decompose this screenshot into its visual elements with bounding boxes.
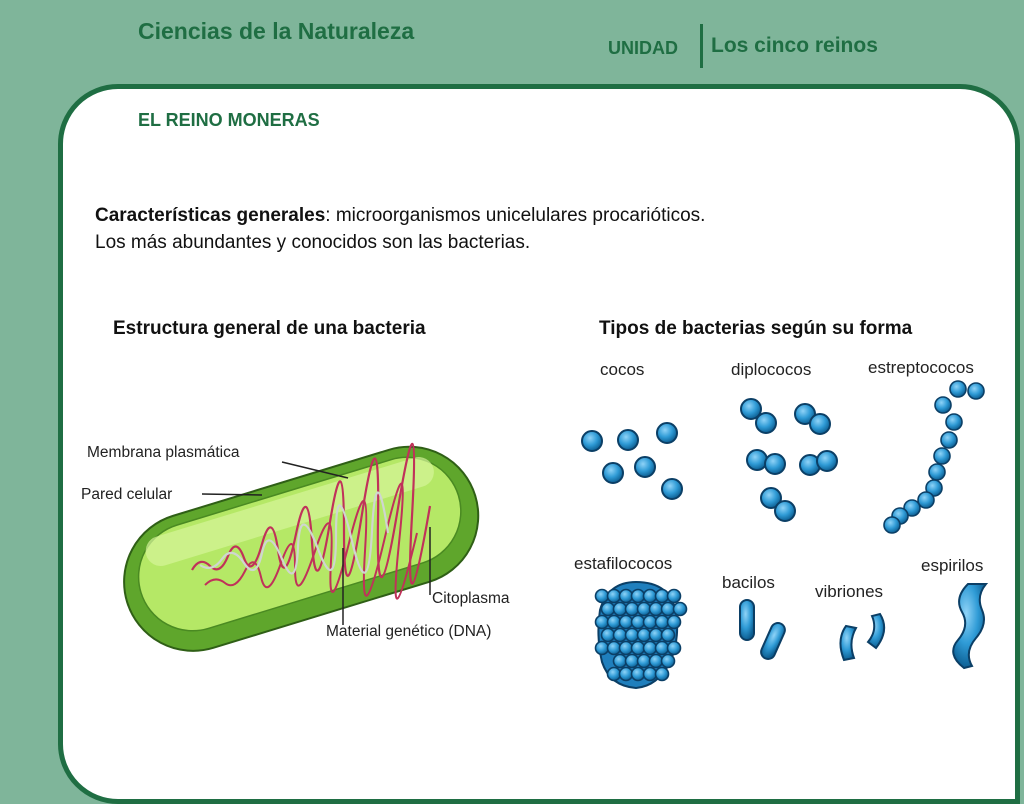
coccus-cell [644,642,657,655]
label-diplococos: diplococos [731,360,812,379]
label-cytoplasm: Citoplasma [432,590,510,607]
coccus-cell [608,668,621,681]
coccus-cell [638,603,651,616]
course-title: Ciencias de la Naturaleza [138,18,415,44]
coccus-cell [650,603,663,616]
coccus-cell [662,655,675,668]
coccus-cell [632,642,645,655]
coccus-cell [608,616,621,629]
intro-bold-lead: Características generales [95,205,326,226]
coccus-cell [656,590,669,603]
coccus-cell [608,642,621,655]
label-vibriones: vibriones [815,582,884,601]
coccus-cell [632,668,645,681]
bacilos-shapes [740,600,787,661]
coccus-cell [968,383,984,399]
coccus-cell [650,655,663,668]
coccus-cell [934,448,950,464]
unit-label: UNIDAD [608,38,678,58]
coccus-cell [644,668,657,681]
coccus-cell [650,629,663,642]
coccus-cell [638,629,651,642]
intro-line-2: Los más abundantes y conocidos son las bacterias. [95,232,531,253]
label-membrane: Membrana plasmática [87,444,240,461]
label-dna: Material genético (DNA) [326,623,492,640]
coccus-cell [668,616,681,629]
coccus-cell [950,381,966,397]
cocos-shapes [582,423,682,499]
coccus-cell [644,590,657,603]
section-title: EL REINO MONERAS [138,110,320,130]
espirilos-shapes [953,584,986,668]
label-cocos: cocos [600,360,645,379]
coccus-cell [674,603,687,616]
diplococos-shapes [741,399,837,521]
coccus-cell [668,590,681,603]
coccus-cell [644,616,657,629]
label-cell-wall: Pared celular [81,486,173,503]
coccus-cell [946,414,962,430]
coccus-cell [935,397,951,413]
coccus-cell [632,590,645,603]
vibriones-shapes [840,614,884,660]
coccus-cell [620,668,633,681]
label-bacilos: bacilos [722,573,775,592]
coccus-cell [632,616,645,629]
coccus-cell [626,655,639,668]
coccus-cell [929,464,945,480]
coccus-cell [620,590,633,603]
coccus-cell [614,655,627,668]
coccus-cell [662,603,675,616]
coccus-cell [614,603,627,616]
coccus-cell [608,590,621,603]
coccus-cell [602,629,615,642]
coccus-cell [614,629,627,642]
estafilococos-shapes [596,582,687,688]
coccus-cell [656,668,669,681]
structure-heading: Estructura general de una bacteria [113,318,426,339]
coccus-cell [596,642,609,655]
coccus-cell [602,603,615,616]
unit-name: Los cinco reinos [711,34,878,57]
coccus-cell [662,629,675,642]
coccus-cell [941,432,957,448]
estreptococos-shapes [884,381,984,533]
coccus-cell [638,655,651,668]
intro-line-1-rest: : microorganismos unicelulares procarióticos. [325,205,706,226]
coccus-cell [596,590,609,603]
coccus-cell [656,642,669,655]
label-estreptococos: estreptococos [868,358,974,377]
coccus-cell [596,616,609,629]
coccus-cell [626,603,639,616]
coccus-cell [620,642,633,655]
coccus-cell [626,629,639,642]
coccus-cell [884,517,900,533]
label-estafilococos: estafilococos [574,554,673,573]
coccus-cell [656,616,669,629]
coccus-cell [668,642,681,655]
coccus-cell [620,616,633,629]
types-heading: Tipos de bacterias según su forma [599,318,913,339]
label-espirilos: espirilos [921,556,984,575]
